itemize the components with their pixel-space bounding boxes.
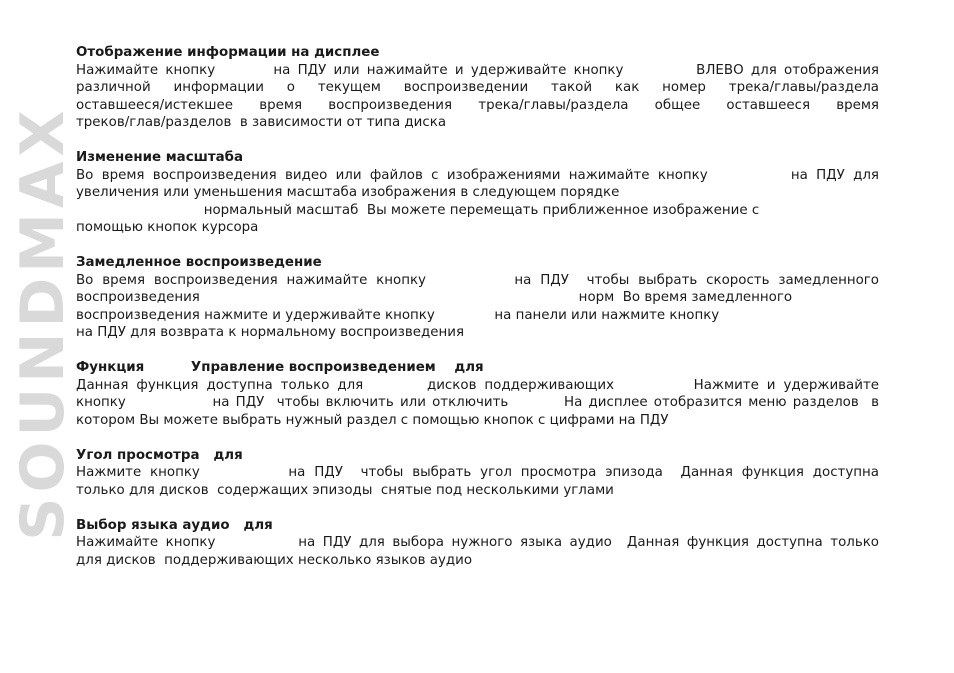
paragraph-line: для дисков поддерживающих несколько языков аудио — [76, 552, 473, 568]
paragraph-line: воспроизведения норм Во время замедленного — [76, 290, 793, 305]
section-viewing-angle — [76, 447, 879, 500]
section-heading: Изменение масштаба — [76, 150, 244, 165]
paragraph-line: Во время воспроизведения видео или файлов с изображениями нажимайте кнопку на ПДУ для — [76, 167, 879, 183]
section-audio-language — [76, 517, 879, 570]
paragraph-line: котором Вы можете выбрать нужный раздел с помощью кнопок с цифрами на ПДУ — [76, 412, 669, 428]
section-heading: Функция Управление воспроизведением для — [76, 360, 484, 375]
paragraph-line: Данная функция доступна только для дисков поддерживающих Нажмите и удерживайте — [76, 377, 879, 393]
paragraph-line: на ПДУ для возврата к нормальному воспроизведения — [76, 325, 464, 340]
section-heading: Отображение информации на дисплее — [76, 45, 380, 60]
paragraph-line: увеличения или уменьшения масштаба изображения в следующем порядке — [76, 185, 620, 200]
paragraph-line: Нажмите кнопку на ПДУ чтобы выбрать угол просмотра эпизода Данная функция доступна — [76, 465, 879, 480]
brand-watermark: SOUNDMAX — [8, 105, 78, 541]
paragraph-line: различной информации о текущем воспроизведении такой как номер трека/главы/раздела — [76, 80, 879, 95]
manual-page-content — [76, 44, 879, 587]
paragraph-line: оставшееся/истекшее время воспроизведения трека/главы/раздела общее оставшееся время — [76, 97, 879, 113]
paragraph-line: нормальный масштаб Вы можете перемещать приближенное изображение с — [76, 202, 760, 218]
paragraph-line: только для дисков содержащих эпизоды снятые под несколькими углами — [76, 482, 614, 498]
section-display-info — [76, 44, 879, 132]
section-heading: Угол просмотра для — [76, 447, 243, 463]
section-zoom — [76, 149, 879, 237]
paragraph-line: кнопку на ПДУ чтобы включить или отключить На дисплее отобразится меню разделов в — [76, 395, 879, 410]
paragraph-line: помощью кнопок курсора — [76, 220, 259, 235]
section-slow-playback — [76, 254, 879, 342]
paragraph-line: Нажимайте кнопку на ПДУ для выбора нужного языка аудио Данная функция доступна только — [76, 535, 879, 550]
paragraph-line: Нажимайте кнопку на ПДУ или нажимайте и удерживайте кнопку ВЛЕВО для отображения — [76, 62, 879, 78]
section-playback-control — [76, 359, 879, 429]
section-heading: Замедленное воспроизведение — [76, 255, 322, 270]
paragraph-line: треков/глав/разделов в зависимости от типа диска — [76, 115, 447, 130]
paragraph-line: Во время воспроизведения нажимайте кнопку на ПДУ чтобы выбрать скорость замедленного — [76, 272, 879, 288]
section-heading: Выбор языка аудио для — [76, 517, 273, 533]
paragraph-line: воспроизведения нажмите и удерживайте кнопку на панели или нажмите кнопку — [76, 307, 720, 323]
